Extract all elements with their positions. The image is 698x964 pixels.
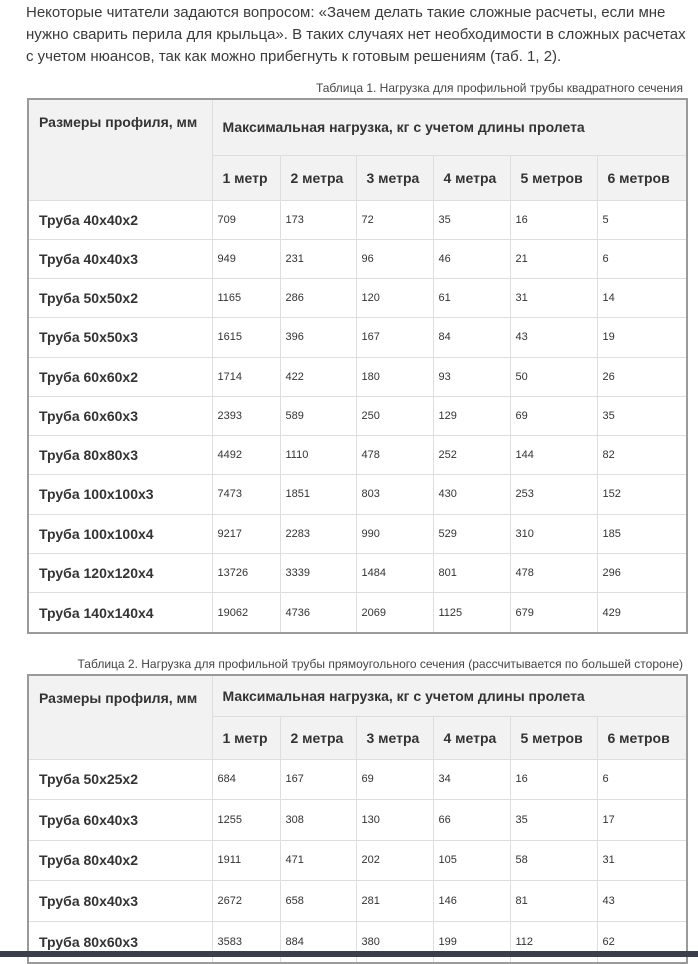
load-value-cell: 1615 <box>212 318 280 357</box>
load-value-cell: 16 <box>510 200 597 239</box>
load-value-cell: 167 <box>280 759 356 800</box>
load-value-cell: 19 <box>597 318 687 357</box>
table1-caption: Таблица 1. Нагрузка для профильной трубы квадратного сечения <box>315 81 683 95</box>
load-value-cell: 4492 <box>212 436 280 475</box>
load-value-cell: 1125 <box>433 593 510 634</box>
load-value-cell: 658 <box>280 881 356 922</box>
load-value-cell: 1911 <box>212 840 280 881</box>
load-value-cell: 13726 <box>212 553 280 592</box>
load-value-cell: 679 <box>510 593 597 634</box>
load-value-cell: 396 <box>280 318 356 357</box>
profile-name-cell: Труба 120х120х4 <box>28 553 212 592</box>
load-value-cell: 803 <box>356 475 433 514</box>
load-value-cell: 478 <box>510 553 597 592</box>
load-value-cell: 173 <box>280 200 356 239</box>
load-value-cell: 990 <box>356 514 433 553</box>
table-row <box>28 396 687 435</box>
load-value-cell: 471 <box>280 840 356 881</box>
load-value-cell: 46 <box>433 239 510 278</box>
profile-name-cell: Труба 40х40х2 <box>28 200 212 239</box>
load-value-cell: 69 <box>510 396 597 435</box>
profile-name-cell: Труба 140х140х4 <box>28 593 212 634</box>
load-value-cell: 296 <box>597 553 687 592</box>
load-value-cell: 529 <box>433 514 510 553</box>
load-value-cell: 81 <box>510 881 597 922</box>
load-value-cell: 1165 <box>212 279 280 318</box>
table-row <box>28 759 687 800</box>
load-value-cell: 105 <box>433 840 510 881</box>
load-value-cell: 4736 <box>280 593 356 634</box>
load-value-cell: 93 <box>433 357 510 396</box>
load-value-cell: 31 <box>510 279 597 318</box>
profile-name-cell: Труба 60х60х3 <box>28 396 212 435</box>
profile-size-header: Размеры профиля, мм <box>28 675 212 759</box>
profile-name-cell: Труба 50х50х3 <box>28 318 212 357</box>
load-value-cell: 589 <box>280 396 356 435</box>
table-row <box>28 881 687 922</box>
square-pipe-load-table <box>27 98 688 634</box>
profile-name-cell: Труба 60х60х2 <box>28 357 212 396</box>
span-header: 4 метра <box>433 155 510 200</box>
rectangular-pipe-load-table <box>27 674 688 964</box>
table-row <box>28 279 687 318</box>
span-header: 2 метра <box>280 716 356 759</box>
load-value-cell: 82 <box>597 436 687 475</box>
load-value-cell: 310 <box>510 514 597 553</box>
load-value-cell: 308 <box>280 800 356 841</box>
load-value-cell: 6 <box>597 759 687 800</box>
span-header: 1 метр <box>212 155 280 200</box>
load-value-cell: 167 <box>356 318 433 357</box>
load-value-cell: 478 <box>356 436 433 475</box>
table2-caption: Таблица 2. Нагрузка для профильной трубы прямоугольного сечения (рассчитывается по большей стороне) <box>77 657 683 671</box>
profile-name-cell: Труба 100х100х4 <box>28 514 212 553</box>
load-value-cell: 884 <box>280 921 356 963</box>
load-value-cell: 422 <box>280 357 356 396</box>
load-value-cell: 120 <box>356 279 433 318</box>
load-value-cell: 2283 <box>280 514 356 553</box>
load-value-cell: 2069 <box>356 593 433 634</box>
load-value-cell: 16 <box>510 759 597 800</box>
load-value-cell: 31 <box>597 840 687 881</box>
load-value-cell: 66 <box>433 800 510 841</box>
load-value-cell: 43 <box>510 318 597 357</box>
table-row <box>28 840 687 881</box>
intro-paragraph: Некоторые читатели задаются вопросом: «Зачем делать такие сложные расчеты, если мне нужно сварить перила для крыльца». В таких случаях нет необходимости в сложных расчетах с учетом нюансов, так как можно прибегнуть к готовым решениям (таб. 1, 2). <box>26 4 686 65</box>
load-value-cell: 69 <box>356 759 433 800</box>
table-row <box>28 553 687 592</box>
load-value-cell: 35 <box>510 800 597 841</box>
load-value-cell: 43 <box>597 881 687 922</box>
profile-name-cell: Труба 80х60х3 <box>28 921 212 963</box>
load-value-cell: 281 <box>356 881 433 922</box>
table-row <box>28 800 687 841</box>
load-value-cell: 709 <box>212 200 280 239</box>
load-value-cell: 185 <box>597 514 687 553</box>
load-value-cell: 26 <box>597 357 687 396</box>
load-value-cell: 1714 <box>212 357 280 396</box>
load-value-cell: 1484 <box>356 553 433 592</box>
table-row <box>28 357 687 396</box>
profile-name-cell: Труба 60х40х3 <box>28 800 212 841</box>
profile-size-header: Размеры профиля, мм <box>28 99 212 200</box>
load-value-cell: 2672 <box>212 881 280 922</box>
profile-name-cell: Труба 80х80х3 <box>28 436 212 475</box>
load-value-cell: 146 <box>433 881 510 922</box>
span-header: 3 метра <box>356 155 433 200</box>
profile-name-cell: Труба 40х40х3 <box>28 239 212 278</box>
table-row <box>28 239 687 278</box>
load-value-cell: 130 <box>356 800 433 841</box>
span-header: 6 метров <box>597 716 687 759</box>
table-row <box>28 200 687 239</box>
profile-name-cell: Труба 50х25х2 <box>28 759 212 800</box>
load-value-cell: 430 <box>433 475 510 514</box>
load-value-cell: 144 <box>510 436 597 475</box>
load-value-cell: 684 <box>212 759 280 800</box>
span-header: 6 метров <box>597 155 687 200</box>
load-value-cell: 6 <box>597 239 687 278</box>
load-value-cell: 35 <box>597 396 687 435</box>
load-value-cell: 96 <box>356 239 433 278</box>
load-value-cell: 17 <box>597 800 687 841</box>
load-value-cell: 250 <box>356 396 433 435</box>
load-value-cell: 429 <box>597 593 687 634</box>
load-value-cell: 35 <box>433 200 510 239</box>
load-value-cell: 801 <box>433 553 510 592</box>
load-value-cell: 84 <box>433 318 510 357</box>
load-value-cell: 1110 <box>280 436 356 475</box>
load-value-cell: 202 <box>356 840 433 881</box>
max-load-header: Максимальная нагрузка, кг с учетом длины пролета <box>212 675 687 716</box>
load-value-cell: 180 <box>356 357 433 396</box>
load-value-cell: 9217 <box>212 514 280 553</box>
load-value-cell: 14 <box>597 279 687 318</box>
profile-name-cell: Труба 80х40х2 <box>28 840 212 881</box>
load-value-cell: 1851 <box>280 475 356 514</box>
span-header: 2 метра <box>280 155 356 200</box>
span-header: 5 метров <box>510 155 597 200</box>
span-header: 5 метров <box>510 716 597 759</box>
load-value-cell: 286 <box>280 279 356 318</box>
table-row <box>28 318 687 357</box>
table-row <box>28 436 687 475</box>
profile-name-cell: Труба 50х50х2 <box>28 279 212 318</box>
load-value-cell: 5 <box>597 200 687 239</box>
load-value-cell: 231 <box>280 239 356 278</box>
load-value-cell: 199 <box>433 921 510 963</box>
load-value-cell: 253 <box>510 475 597 514</box>
load-value-cell: 112 <box>510 921 597 963</box>
load-value-cell: 50 <box>510 357 597 396</box>
load-value-cell: 2393 <box>212 396 280 435</box>
span-header: 1 метр <box>212 716 280 759</box>
load-value-cell: 61 <box>433 279 510 318</box>
bottom-scroll-bar <box>0 951 698 957</box>
span-header: 4 метра <box>433 716 510 759</box>
load-value-cell: 380 <box>356 921 433 963</box>
load-value-cell: 72 <box>356 200 433 239</box>
span-header: 3 метра <box>356 716 433 759</box>
load-value-cell: 252 <box>433 436 510 475</box>
load-value-cell: 3339 <box>280 553 356 592</box>
max-load-header: Максимальная нагрузка, кг с учетом длины пролета <box>212 99 687 155</box>
load-value-cell: 34 <box>433 759 510 800</box>
profile-name-cell: Труба 100х100х3 <box>28 475 212 514</box>
load-value-cell: 62 <box>597 921 687 963</box>
table-row <box>28 475 687 514</box>
load-value-cell: 1255 <box>212 800 280 841</box>
table-row <box>28 593 687 634</box>
load-value-cell: 19062 <box>212 593 280 634</box>
load-value-cell: 58 <box>510 840 597 881</box>
load-value-cell: 3583 <box>212 921 280 963</box>
table-row <box>28 514 687 553</box>
load-value-cell: 152 <box>597 475 687 514</box>
profile-name-cell: Труба 80х40х3 <box>28 881 212 922</box>
load-value-cell: 7473 <box>212 475 280 514</box>
load-value-cell: 129 <box>433 396 510 435</box>
load-value-cell: 949 <box>212 239 280 278</box>
load-value-cell: 21 <box>510 239 597 278</box>
